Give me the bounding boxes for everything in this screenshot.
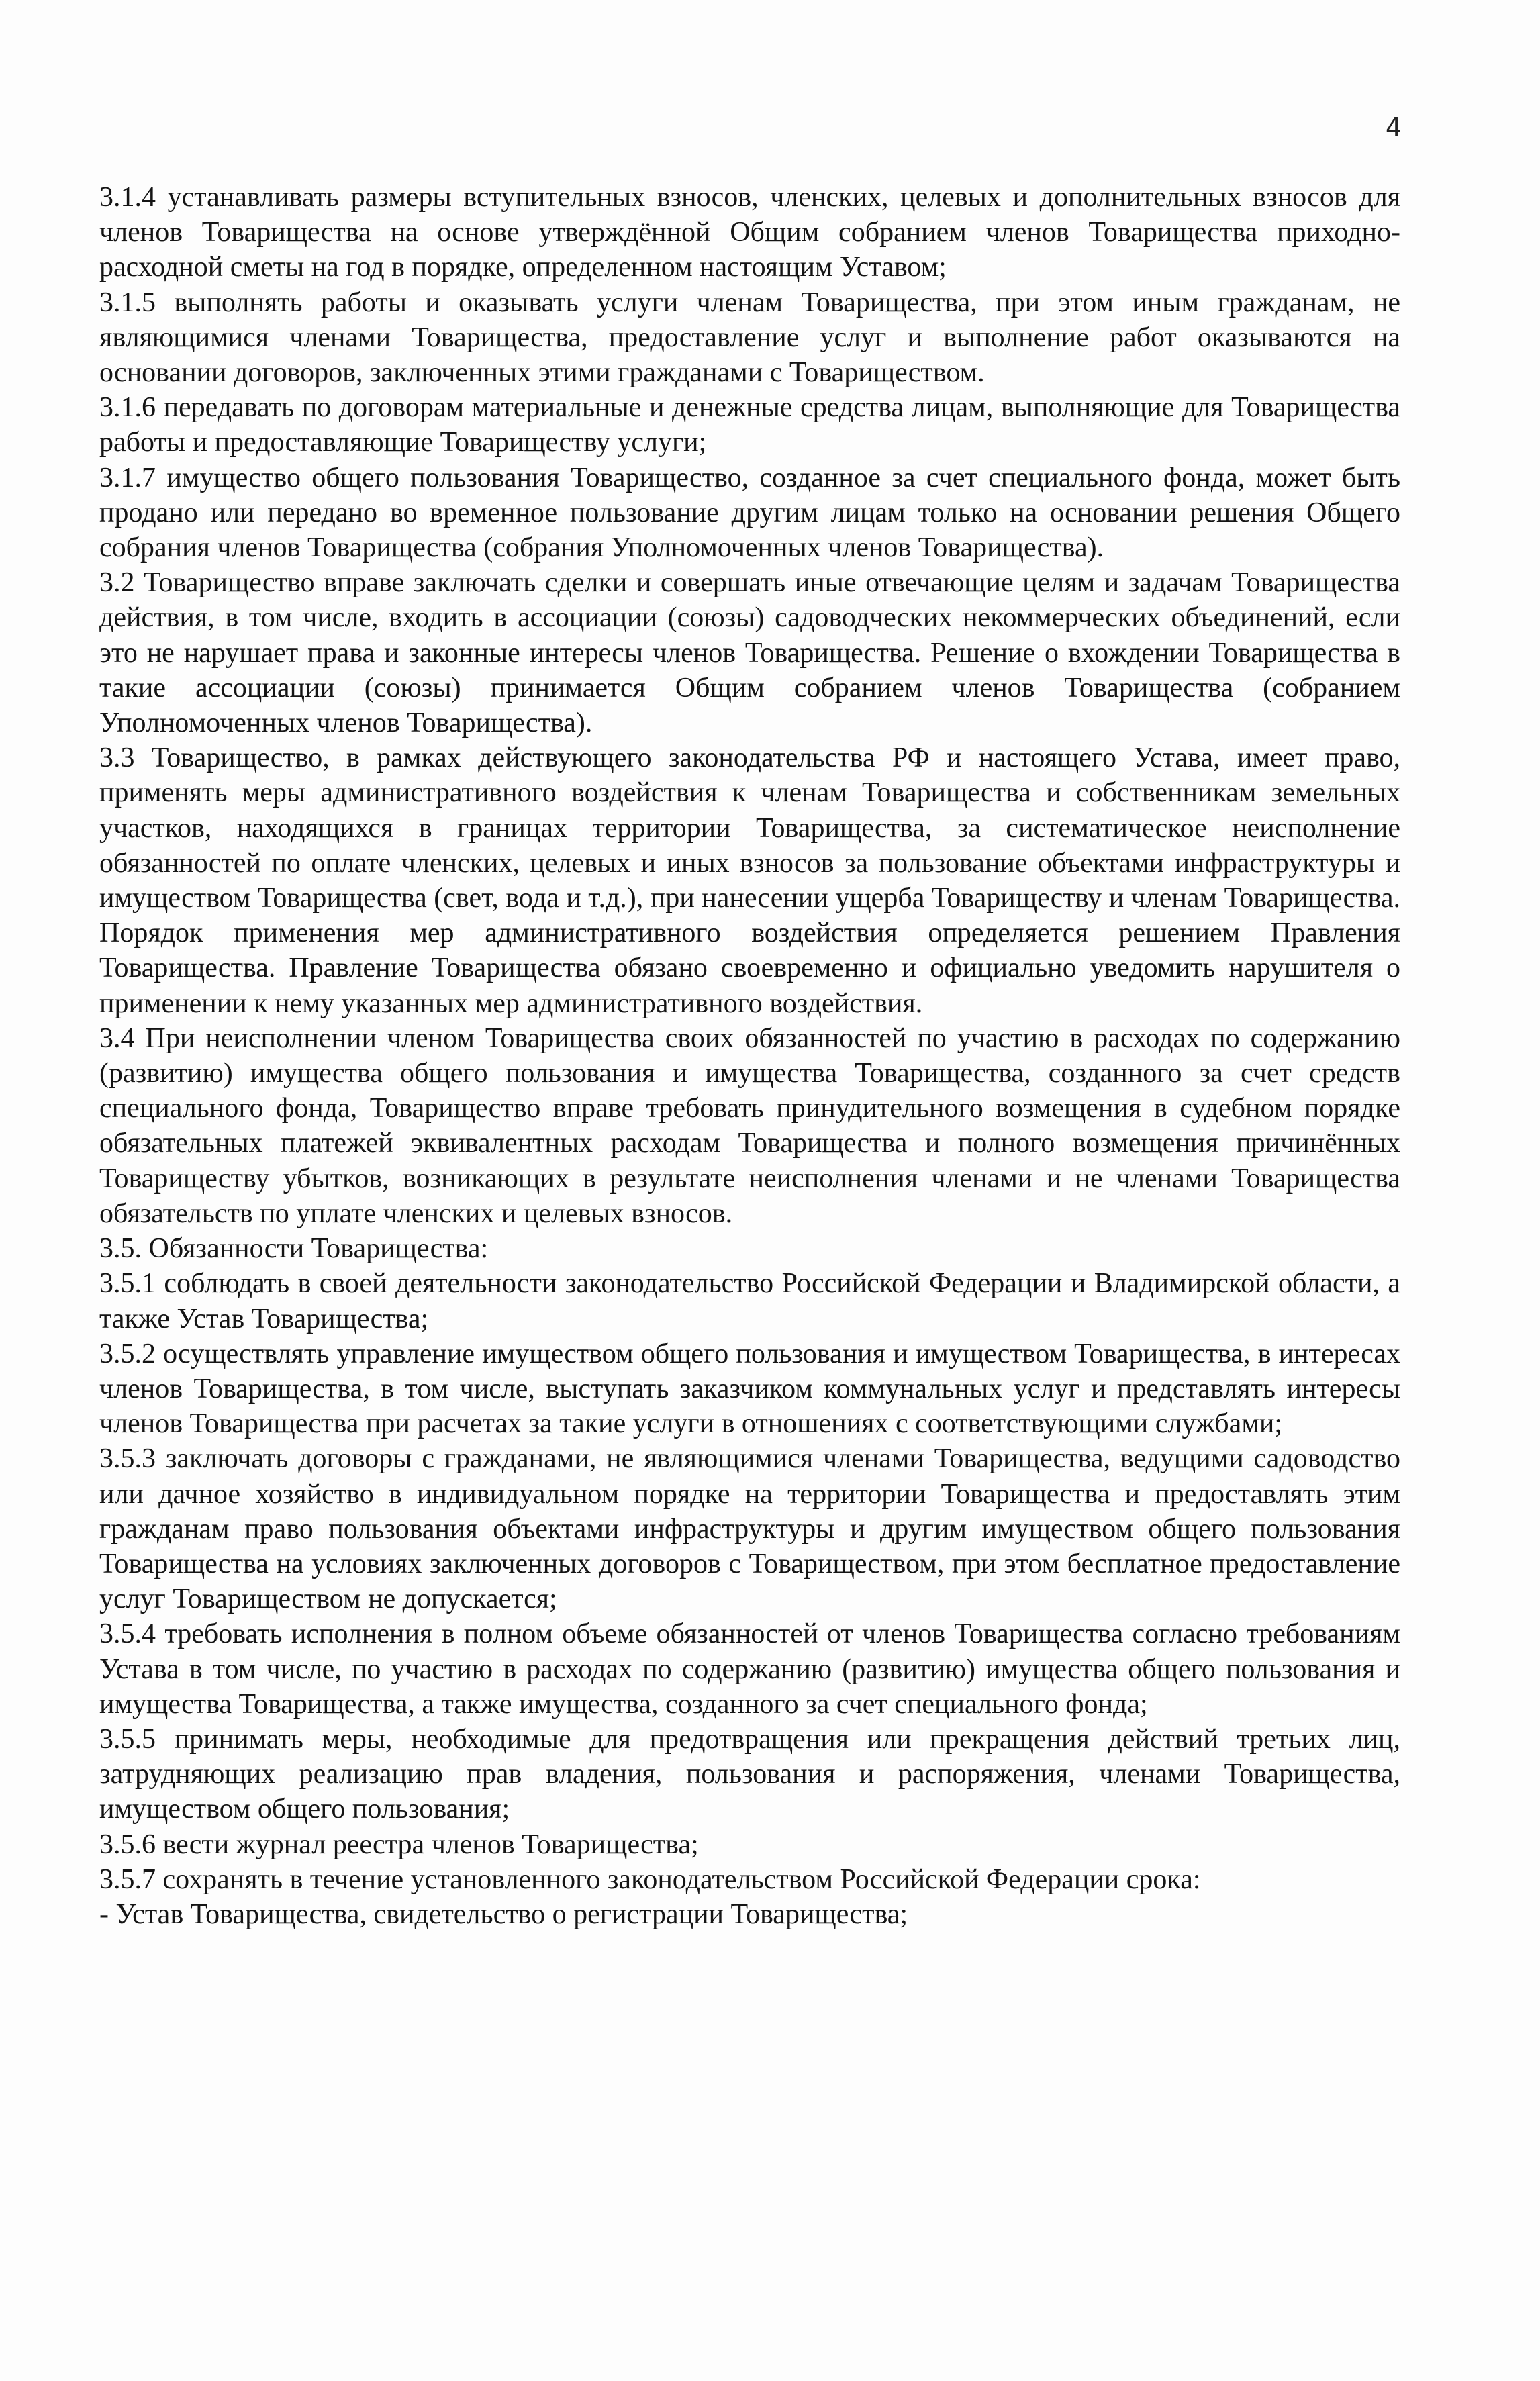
- clause-3-5-2: 3.5.2 осуществлять управление имуществом общего пользования и имуществом Товарищества, в интересах членов Товарищества, в том числе, выступать заказчиком коммунальных услуг и представлять интересы членов Товарищества при расчетах за такие услуги в отношениях с соответствующими службами;: [99, 1338, 1400, 1440]
- clause-3-5-6: 3.5.6 вести журнал реестра членов Товарищества;: [99, 1829, 699, 1860]
- page-number: 4: [1385, 113, 1402, 142]
- clause-3-5-4: 3.5.4 требовать исполнения в полном объеме обязанностей от членов Товарищества согласно требованиям Устава в том числе, по участию в расходах по содержанию (развитию) имущества общего пользования и имущества Товарищества, а также имущества, созданного за счет специального фонда;: [99, 1618, 1400, 1720]
- document-body: [99, 180, 1400, 1932]
- clause-3-1-7: 3.1.7 имущество общего пользования Товарищество, созданное за счет специального фонда, может быть продано или передано во временное пользование другим лицам только на основании решения Общего собрания членов Товарищества (собрания Уполномоченных членов Товарищества).: [99, 462, 1400, 564]
- clause-3-5-7: 3.5.7 сохранять в течение установленного законодательством Российской Федерации срока:: [99, 1863, 1201, 1895]
- clause-3-5-3: 3.5.3 заключать договоры с гражданами, не являющимися членами Товарищества, ведущими садоводство или дачное хозяйство в индивидуальном порядке на территории Товарищества и предоставлять этим гражданам право пользования объектами инфраструктуры и другим имуществом общего пользования Товарищества на условиях заключенных договоров с Товариществом, при этом бесплатное предоставление услуг Товариществом не допускается;: [99, 1443, 1400, 1615]
- clause-3-3: 3.3 Товарищество, в рамках действующего законодательства РФ и настоящего Устава, имеет право, применять меры административного воздействия к членам Товарищества и собственникам земельных участков, находящихся в границах территории Товарищества, за систематическое неисполнение обязанностей по оплате членских, целевых и иных взносов за пользование объектами инфраструктуры и имуществом Товарищества (свет, вода и т.д.), при нанесении ущерба Товариществу и членам Товарищества. Порядок применения мер административного воздействия определяется решением Правления Товарищества. Правление Товарищества обязано своевременно и официально уведомить нарушителя о применении к нему указанных мер административного воздействия.: [99, 742, 1400, 1019]
- clause-3-5-1: 3.5.1 соблюдать в своей деятельности законодательство Российской Федерации и Владимирской области, а также Устав Товарищества;: [99, 1268, 1400, 1334]
- section-3-5-heading: 3.5. Обязанности Товарищества:: [99, 1233, 489, 1265]
- clause-3-5-5: 3.5.5 принимать меры, необходимые для предотвращения или прекращения действий третьих лиц, затрудняющих реализацию прав владения, пользования и распоряжения, членами Товарищества, имуществом общего пользования;: [99, 1723, 1400, 1825]
- list-item-charter: - Устав Товарищества, свидетельство о регистрации Товарищества;: [99, 1898, 908, 1930]
- clause-3-1-6: 3.1.6 передавать по договорам материальные и денежные средства лицам, выполняющие для Товарищества работы и предоставляющие Товариществу услуги;: [99, 392, 1400, 458]
- clause-3-1-5: 3.1.5 выполнять работы и оказывать услуги членам Товарищества, при этом иным гражданам, не являющимися членами Товарищества, предоставление услуг и выполнение работ оказываются на основании договоров, заключенных этими гражданами с Товариществом.: [99, 287, 1400, 389]
- clause-3-2: 3.2 Товарищество вправе заключать сделки и совершать иные отвечающие целям и задачам Товарищества действия, в том числе, входить в ассоциации (союзы) садоводческих некоммерческих объединений, если это не нарушает права и законные интересы членов Товарищества. Решение о вхождении Товарищества в такие ассоциации (союзы) принимается Общим собранием членов Товарищества (собранием Уполномоченных членов Товарищества).: [99, 567, 1400, 739]
- clause-3-4: 3.4 При неисполнении членом Товарищества своих обязанностей по участию в расходах по содержанию (развитию) имущества общего пользования и имущества Товарищества, созданного за счет средств специального фонда, Товарищество вправе требовать принудительного возмещения в судебном порядке обязательных платежей эквивалентных расходам Товарищества и полного возмещения причинённых Товариществу убытков, возникающих в результате неисполнения членами и не членами Товарищества обязательств по уплате членских и целевых взносов.: [99, 1022, 1400, 1229]
- clause-3-1-4: 3.1.4 устанавливать размеры вступительных взносов, членских, целевых и дополнительных взносов для членов Товарищества на основе утверждённой Общим собранием членов Товарищества приходно-расходной сметы на год в порядке, определенном настоящим Уставом;: [99, 182, 1400, 283]
